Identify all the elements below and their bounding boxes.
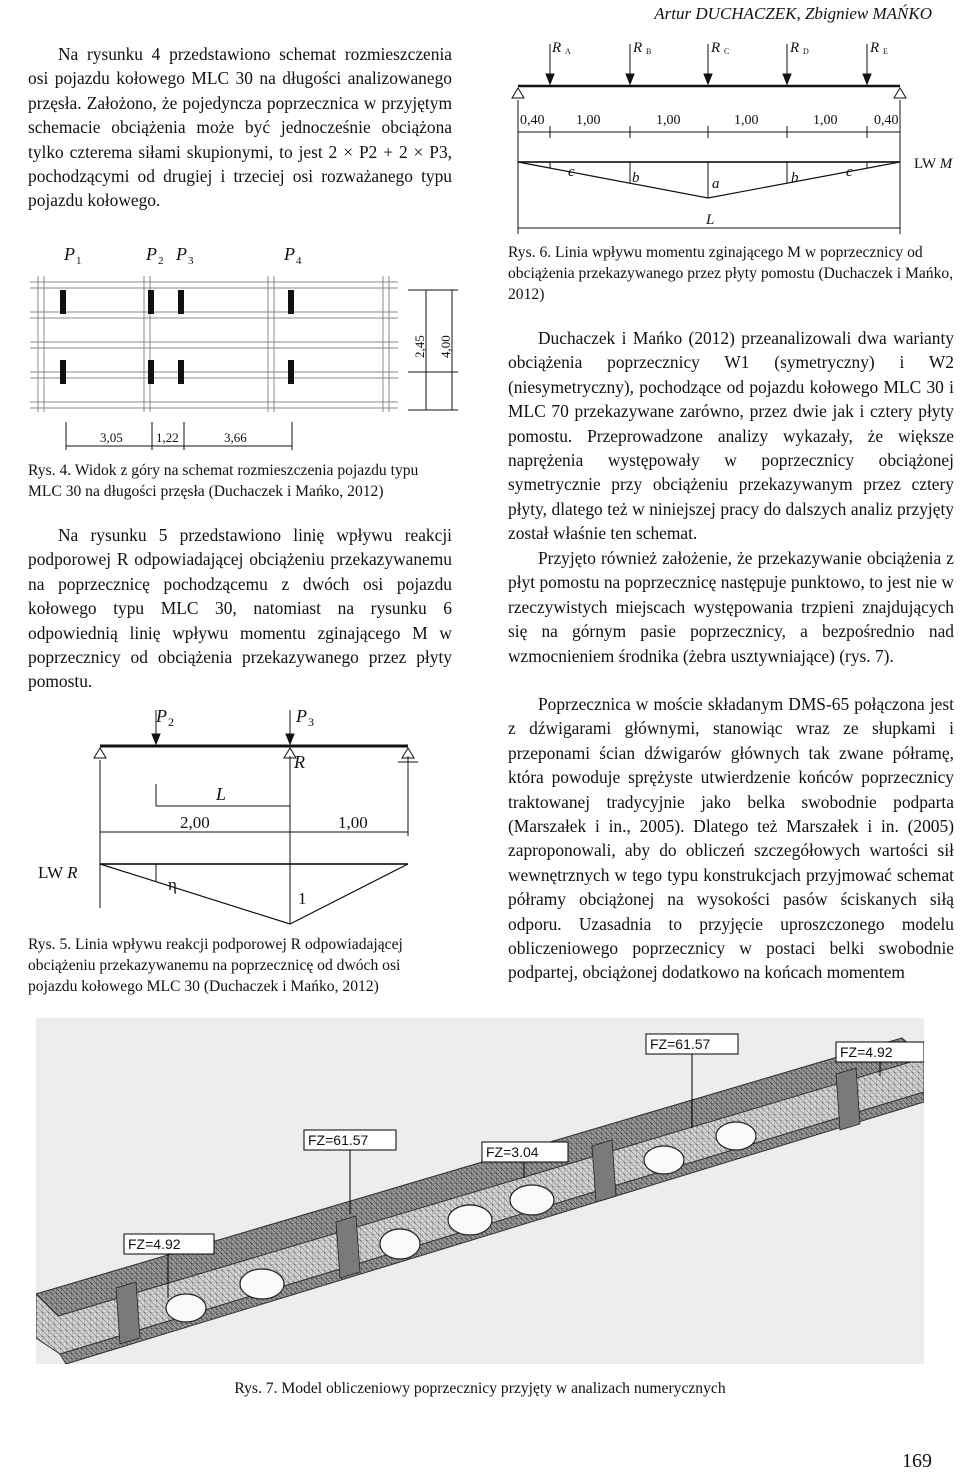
fig4-dim-3-66: 3,66 <box>224 430 247 445</box>
svg-text:P: P <box>64 244 75 264</box>
figure-4-caption: Rys. 4. Widok z góry na schemat rozmieszczenia pojazdu typu MLC 30 na długości przęsła (Duchaczek i Mańko, 2012) <box>28 462 419 500</box>
left-paragraph-1: Na rysunku 4 przedstawiono schemat rozmieszczenia osi pojazdu kołowego MLC 30 na długości analizowanego przęsła. Założono, że pojedyncza poprzecznica w przyjętym schemacie obciążenia może być jednocześnie obciążona tylko czterema siłami skupionymi, to jest 2 × P2 + 2 × P3, pochodzącymi od drugiej i trzeciej osi rozważanego typu pojazdu kołowego. <box>28 44 452 211</box>
figure-4-vehicle-layout <box>28 232 460 454</box>
fig7-label-fz-4-92-left: FZ=4.92 <box>128 1236 181 1252</box>
left-paragraph-2: Na rysunku 5 przedstawiono linię wpływu reakcji podporowej R odpowiadającej obciążeniu przekazywanemu na poprzecznicę pochodzącemu z dwóch osi pojazdu kołowego typu MLC 30, natomiast na rysunku 6 odpowiednią linię wpływu momentu zginającego M w poprzecznicy od obciążenia przekazywanego przez płyty pomostu. <box>28 525 452 692</box>
fig5-supports <box>94 748 418 762</box>
fig6-reaction-rc <box>710 40 729 56</box>
figure-6-influence-line-moment <box>508 38 956 234</box>
svg-text:C: C <box>724 47 730 56</box>
svg-text:1: 1 <box>76 255 82 267</box>
fig5-dim-left: 2,00 <box>180 813 210 832</box>
svg-text:a: a <box>712 176 720 192</box>
svg-text:b: b <box>632 170 640 186</box>
svg-text:R: R <box>633 40 643 56</box>
fig5-influence-line <box>100 864 408 924</box>
fig6-supports <box>512 88 906 98</box>
fig5-lw-label: LW R <box>38 863 78 882</box>
figure-5-caption: Rys. 5. Linia wpływu reakcji podporowej R odpowiadającej obciążeniu przekazywanemu na poprzecznicę od dwóch osi pojazdu kołowego MLC 30 (Duchaczek i Mańko, 2012) <box>28 936 403 995</box>
svg-text:P: P <box>176 244 187 264</box>
fig6-reaction-ra <box>551 40 571 56</box>
figure-6-caption: Rys. 6. Linia wpływu momentu zginającego M w poprzecznicy od obciążenia przekazywanego przez płyty pomostu (Duchaczek i Mańko, 2012) <box>508 244 954 303</box>
svg-text:E: E <box>883 47 888 56</box>
fig6-reaction-rb <box>632 40 651 56</box>
figure-5-influence-line-reaction <box>28 696 452 932</box>
svg-text:P: P <box>146 244 157 264</box>
fig6-reaction-re <box>869 40 888 56</box>
svg-text:1,00: 1,00 <box>576 113 601 128</box>
fig5-dimension-lines <box>100 756 408 924</box>
fig6-span-L: L <box>706 212 715 228</box>
fig5-label-L: L <box>216 784 227 804</box>
svg-text:D: D <box>803 47 809 56</box>
svg-text:3: 3 <box>188 255 194 267</box>
fig4-load-p3 <box>175 244 194 267</box>
right-paragraph-1: Duchaczek i Mańko (2012) przeanalizowali dwa warianty obciążenia poprzecznicy W1 (symetryczny) i W2 (niesymetryczny), pochodzące od pojazdu kołowego MLC 30 i MLC 70 przekazywane zarówno, przez dwie jak i cztery płyty pomostu. Przeprowadzone analizy wykazały, że większe naprężenia występowały w poprzecznicy obciążonej symetrycznie przy obciążeniu przekazywanym przez cztery płyty, dlatego też w niniejszej pracy do dalszych analiz przyjęty został właśnie ten schemat. <box>508 328 954 544</box>
fig7-label-fz-61-57-mid: FZ=61.57 <box>308 1132 369 1148</box>
svg-text:c: c <box>846 164 853 180</box>
svg-text:0,40: 0,40 <box>520 113 545 128</box>
fig6-reaction-rd <box>789 40 809 56</box>
svg-text:4: 4 <box>296 255 302 267</box>
svg-text:2: 2 <box>168 715 174 729</box>
right-paragraph-3: Poprzecznica w moście składanym DMS-65 połączona jest z dźwigarami głównymi, stanowiąc wraz ze słupkami i przeponami ścian dźwigarów głównych tak zwane półramę, która powoduje sprężyste utwierdzenie końców poprzecznicy traktowanej tradycyjnie jako belka swobodnie podparta (Marszałek i in., 2005). Dlatego też Marszałek i in. (2005) zaproponowali, aby do obliczeń szczegółowych wartości sił wewnętrznych w tego typu konstrukcjach przyjmować schemat półramy obciążonej na wysokości pasów ściskanych siłą odporu. Uzasadnia to przyjęcie uproszczonego modelu obliczeniowego poprzecznicy w postaci belki swobodnie podpartej, obciążonej dodatkowo na końcach momentem <box>508 694 954 983</box>
svg-text:P: P <box>156 706 167 726</box>
svg-text:3: 3 <box>308 715 314 729</box>
fig5-peak-value: 1 <box>298 889 307 908</box>
figure-7-fem-model <box>36 1018 924 1364</box>
svg-text:1,00: 1,00 <box>734 113 759 128</box>
svg-text:R: R <box>552 40 562 56</box>
fig6-arrows <box>546 44 871 84</box>
fig6-reaction-labels <box>551 40 888 56</box>
fig6-spacings <box>520 113 899 128</box>
svg-text:b: b <box>791 170 799 186</box>
figure-7-caption: Rys. 7. Model obliczeniowy poprzecznicy przyjęty w analizach numerycznych <box>234 1380 726 1397</box>
fig5-dim-right: 1,00 <box>338 813 368 832</box>
svg-text:R: R <box>870 40 880 56</box>
svg-text:R: R <box>711 40 721 56</box>
fig4-grid <box>30 276 398 412</box>
fig6-lw-label: LW M <box>914 156 953 172</box>
fig7-label-fz-4-92-right: FZ=4.92 <box>840 1044 893 1060</box>
svg-text:P: P <box>296 706 307 726</box>
svg-text:1,00: 1,00 <box>813 113 838 128</box>
fig7-label-fz-61-57-top: FZ=61.57 <box>650 1036 711 1052</box>
fig4-load-p4 <box>283 244 302 267</box>
svg-text:R: R <box>790 40 800 56</box>
fig6-ordinates <box>568 164 853 192</box>
page-header-authors: Artur DUCHACZEK, Zbigniew MAŃKO <box>654 4 932 23</box>
svg-text:2: 2 <box>158 255 164 267</box>
svg-text:c: c <box>568 164 575 180</box>
fig5-load-p2 <box>155 706 174 729</box>
svg-text:A: A <box>565 47 571 56</box>
svg-text:P: P <box>284 244 295 264</box>
fig4-dim-1-22: 1,22 <box>156 430 179 445</box>
fig4-load-p2 <box>145 244 164 267</box>
right-paragraph-2: Przyjęto również założenie, że przekazywanie obciążenia z płyt pomostu na poprzecznicę następuje punktowo, to jest nie w rzeczywistych miejscach występowania trzpieni znajdujących się na górnym pasie poprzecznicy, a bezpośrednio nad wzmocnieniem środnika (żebra usztywniające) (rys. 7). <box>508 548 954 666</box>
fig4-dim-2-45: 2,45 <box>412 335 427 358</box>
fig5-eta: η <box>168 875 177 894</box>
fig6-influence-line <box>518 162 900 198</box>
fig4-load-p1 <box>63 244 82 267</box>
page-number: 169 <box>902 1450 932 1472</box>
fig7-label-fz-3-04: FZ=3.04 <box>486 1144 539 1160</box>
fig4-wheels <box>60 290 294 384</box>
svg-text:0,40: 0,40 <box>874 113 899 128</box>
svg-text:B: B <box>646 47 652 56</box>
fig4-dim-4-00: 4,00 <box>438 335 453 358</box>
fig5-label-R: R <box>294 752 305 772</box>
fig5-load-p3 <box>295 706 314 729</box>
svg-text:1,00: 1,00 <box>656 113 681 128</box>
fig4-dim-3-05: 3,05 <box>100 430 123 445</box>
